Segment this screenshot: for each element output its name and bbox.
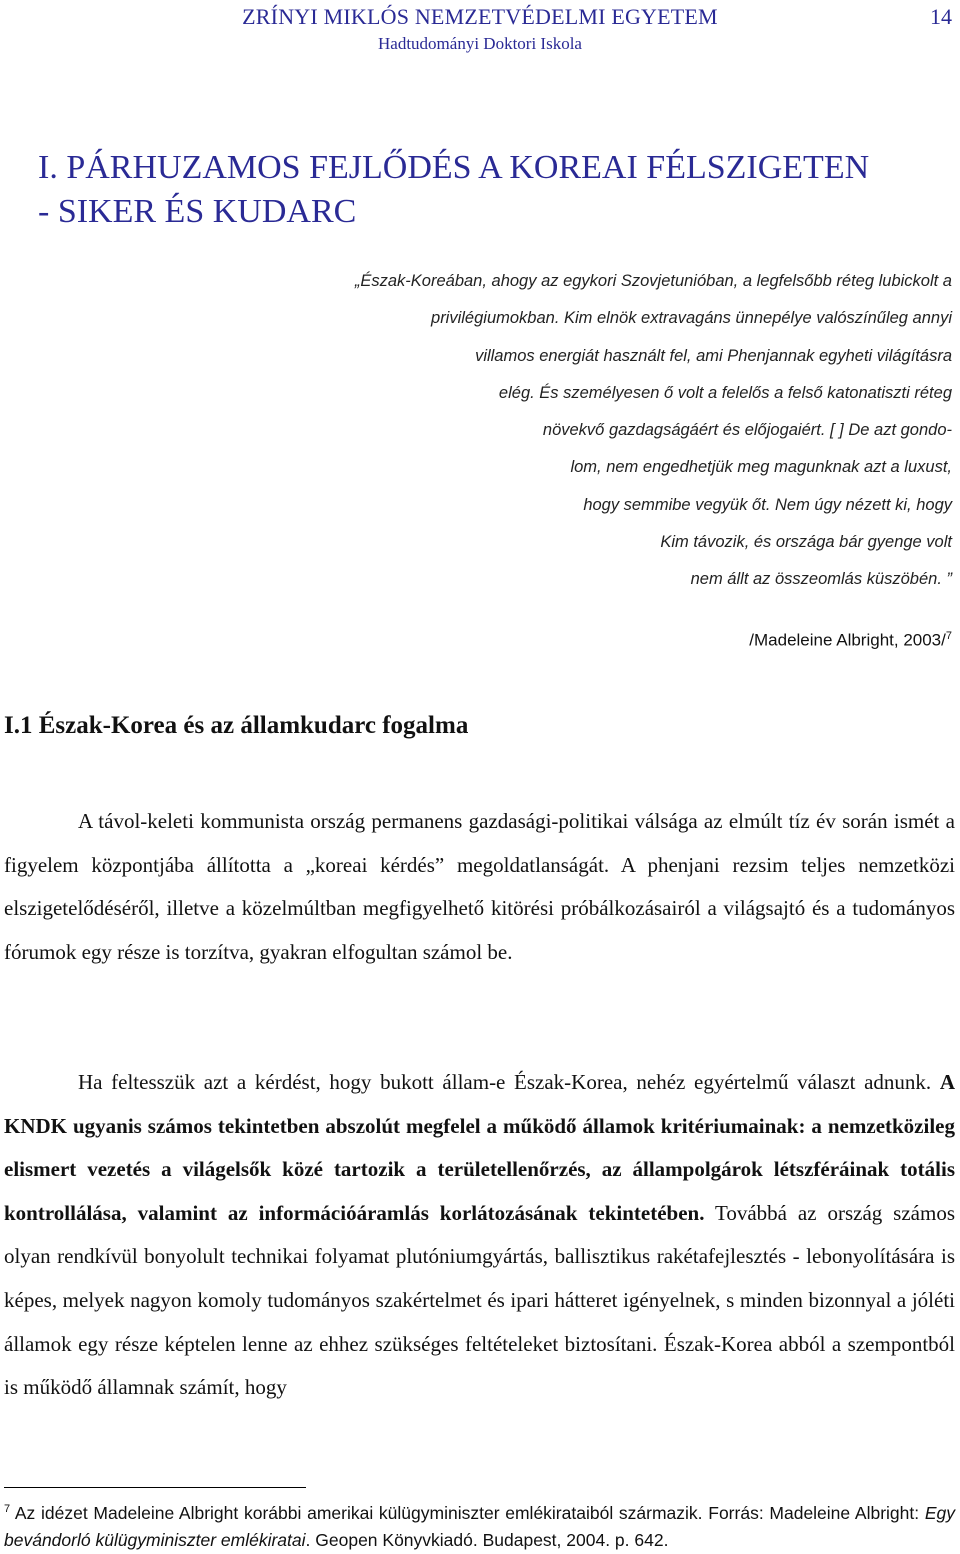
quote-line: Kim távozik, és országa bár gyenge volt — [660, 533, 952, 552]
page-number: 14 — [930, 4, 952, 29]
footnote-text: Az idézet Madeleine Albright korábbi amerikai külügyminiszter emlékirataiból származik. Forrás: Madeleine Albright: — [14, 1502, 920, 1523]
header-university: ZRÍNYI MIKLÓS NEMZETVÉDELMI EGYETEM — [242, 4, 718, 29]
footnote-divider — [4, 1487, 306, 1488]
quote-line: hogy semmibe vegyük őt. Nem úgy nézett ki, hogy — [583, 495, 952, 514]
paragraph-bold-text: A KNDK ugyanis számos tekintetben abszolút megfelel a működő államok kritériumainak: a nemzetközileg elismert vezetés a világelsők közé tartozik a területellenőrzés, az állampolgárok létszféráinak totális kontrollálása, valamint az információáramlás korlátozásának tekintetében. — [4, 1070, 956, 1225]
quote-attribution — [749, 630, 952, 651]
header-school: Hadtudományi Doktori Iskola — [378, 34, 582, 53]
footnote-ref: 7 — [945, 630, 952, 642]
footnote-book-title: Egy bevándorló külügyminiszter emlékiratai — [4, 1502, 955, 1550]
footnote-number: 7 — [4, 1503, 11, 1515]
quote-line: privilégiumokban. Kim elnök extravagáns ünnepélye valószínűleg annyi — [431, 309, 952, 328]
chapter-title-line1: I. PÁRHUZAMOS FEJLŐDÉS A KOREAI FÉLSZIGETEN — [38, 149, 870, 186]
paragraph-text: A távol-keleti kommunista ország permanens gazdasági-politikai válsága az elmúlt tíz év során ismét a figyelem központjába állította a „koreai kérdés” megoldatlanságát. A phenjani rezsim teljes nemzetközi elszigetelődéséről, illetve a közelmúltban megfigyelhető kitörési próbálkozásairól a világsajtó és a tudományos fórumok egy része is torzítva, gyakran elfogultan számol be. — [4, 809, 955, 964]
chapter-title-line2: - SIKER ÉS KUDARC — [38, 193, 357, 230]
quote-line: növekvő gazdagságáért és előjogaiért. [ ] De azt gondo- — [542, 421, 952, 440]
paragraph-text: Ha feltesszük azt a kérdést, hogy bukott állam-e Észak-Korea, nehéz egyértelmű választ adnunk. — [78, 1070, 932, 1094]
footnote-text: . Geopen Könyvkiadó. Budapest, 2004. p. 642. — [305, 1529, 669, 1550]
body-paragraph-1 — [4, 800, 955, 974]
quote-line: villamos energiát használt fel, ami Phenjannak egyheti világításra — [475, 346, 952, 365]
paragraph-text: Továbbá az ország számos olyan rendkívül bonyolult technikai folyamat plutóniumgyártás, ballisztikus rakétafejlesztés - lebonyolítására is képes, melyek nagyon komoly tudományos szakértelmet és ipari hátteret igényelnek, s minden bizonnyal a jóléti államok egy része képtelen lenne az ehhez szükséges feltételeket biztosítani. Észak-Korea abból a szempontból is működő államnak számít, hogy — [4, 1200, 955, 1400]
body-paragraph-2 — [4, 1061, 955, 1410]
attribution-text: /Madeleine Albright, 2003/ — [749, 630, 946, 650]
quote-line: lom, nem engedhetjük meg magunknak azt a luxust, — [570, 458, 952, 477]
footnote — [4, 1496, 955, 1554]
section-heading: I.1 Észak-Korea és az államkudarc fogalma — [4, 712, 469, 739]
chapter-title — [38, 146, 869, 234]
quote-line: „Észak-Koreában, ahogy az egykori Szovjetunióban, a legfelsőbb réteg lubickolt a — [354, 272, 952, 290]
epigraph-quote — [192, 263, 952, 599]
quote-line: nem állt az összeomlás küszöbén. ” — [690, 570, 952, 589]
quote-line: elég. És személyesen ő volt a felelős a felső katonatiszti réteg — [498, 383, 952, 402]
